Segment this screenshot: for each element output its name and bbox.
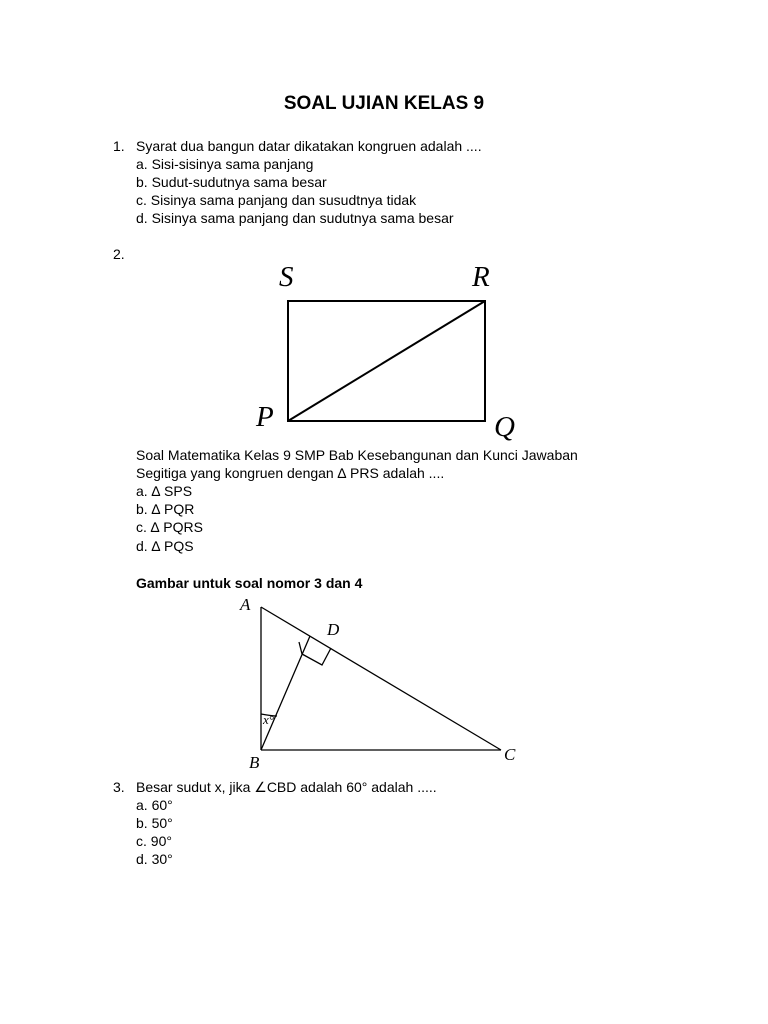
q2-option-d: d. ∆ PQS — [136, 538, 194, 554]
label-c: C — [504, 745, 516, 764]
side-ac — [261, 607, 501, 750]
q1-question: Syarat dua bangun datar dikatakan kongruen adalah .... — [136, 138, 482, 154]
label-d: D — [327, 620, 340, 639]
label-s: S — [279, 261, 294, 293]
right-angle-marker-side — [299, 642, 302, 654]
right-angle-marker — [302, 648, 331, 665]
q1-option-d: d. Sisinya sama panjang dan sudutnya sama besar — [136, 210, 454, 226]
q2-caption: Soal Matematika Kelas 9 SMP Bab Kesebangunan dan Kunci Jawaban — [136, 447, 578, 463]
q2-number: 2. — [113, 246, 125, 262]
q3-option-d: d. 30° — [136, 851, 173, 867]
q3-question: Besar sudut x, jika ∠CBD adalah 60° adalah ..... — [136, 779, 437, 795]
q3-option-a: a. 60° — [136, 797, 173, 813]
document-title: SOAL UJIAN KELAS 9 — [283, 93, 485, 114]
q1-number: 1. — [113, 138, 125, 154]
altitude-bd — [261, 636, 310, 750]
q2-option-c: c. ∆ PQRS — [136, 519, 203, 535]
q3-option-c: c. 90° — [136, 833, 172, 849]
figure-heading: Gambar untuk soal nomor 3 dan 4 — [136, 575, 363, 591]
label-b: B — [249, 753, 260, 772]
q2-option-a: a. ∆ SPS — [136, 483, 193, 499]
q2-question: Segitiga yang kongruen dengan ∆ PRS adalah .... — [136, 465, 445, 481]
label-a: A — [240, 595, 251, 614]
q3-number: 3. — [113, 779, 125, 795]
q1-option-a: a. Sisi-sisinya sama panjang — [136, 156, 314, 172]
q2-option-b: b. ∆ PQR — [136, 501, 195, 517]
label-p: P — [256, 401, 274, 433]
label-r: R — [472, 261, 490, 293]
q3-option-b: b. 50° — [136, 815, 173, 831]
label-q: Q — [494, 411, 515, 443]
q1-option-c: c. Sisinya sama panjang dan susudtnya tidak — [136, 192, 417, 208]
label-x: x° — [263, 712, 274, 727]
q1-option-b: b. Sudut-sudutnya sama besar — [136, 174, 327, 190]
